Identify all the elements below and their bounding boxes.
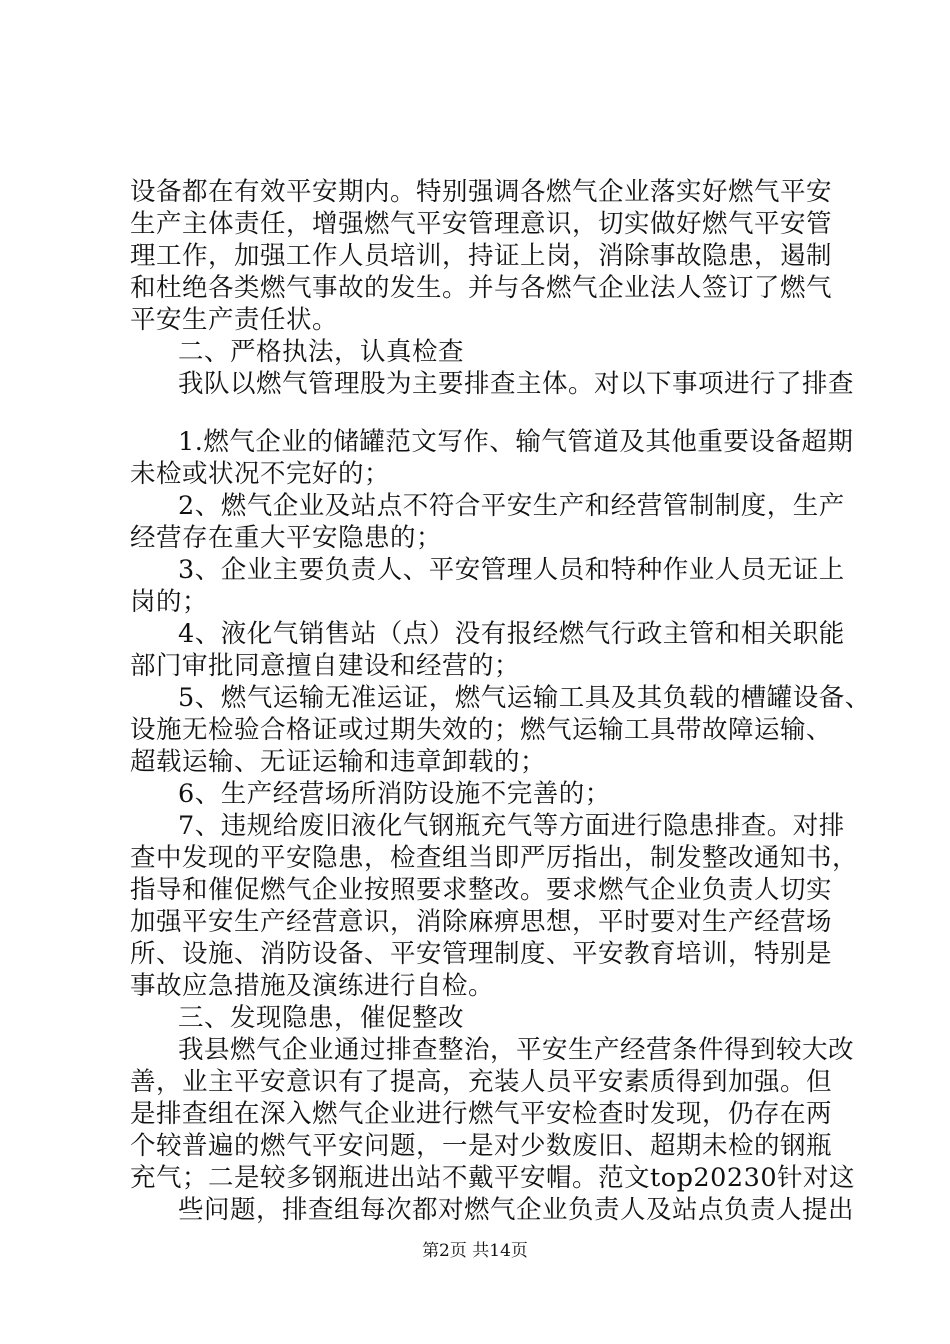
text-line: 善，业主平安意识有了提高，充装人员平安素质得到加强。但 [130,1067,833,1097]
section-heading: 三、发现隐患，催促整改 [178,1003,465,1033]
text-line: 生产主体责任，增强燃气平安管理意识，切实做好燃气平安管 [130,209,833,239]
section-heading: 二、严格执法，认真检查 [178,337,465,367]
text-line: 个较普遍的燃气平安问题，一是对少数废旧、超期未检的钢瓶 [130,1131,833,1161]
text-line: 理工作，加强工作人员培训，持证上岗，消除事故隐患，遏制 [130,241,833,271]
text-line: 充气；二是较多钢瓶进出站不戴平安帽。范文top20230针对这 [130,1163,856,1193]
text-line: 所、设施、消防设备、平安管理制度、平安教育培训，特别是 [130,939,833,969]
text-line: 是排查组在深入燃气企业进行燃气平安检查时发现，仍存在两 [130,1099,833,1129]
list-item: 1.燃气企业的储罐范文写作、输气管道及其他重要设备超期 [178,427,854,457]
text-line: 我县燃气企业通过排查整治，平安生产经营条件得到较大改 [178,1035,855,1065]
text-line: 查中发现的平安隐患，检查组当即严厉指出，制发整改通知书， [130,843,859,873]
list-item: 2、燃气企业及站点不符合平安生产和经营管制制度，生产 [178,491,845,521]
text-line: 平安生产责任状。 [130,305,339,335]
text-line: 经营存在重大平安隐患的； [130,523,443,553]
text-line: 指导和催促燃气企业按照要求整改。要求燃气企业负责人切实 [130,875,833,905]
text-line: 加强平安生产经营意识，消除麻痹思想，平时要对生产经营场 [130,907,833,937]
text-line: 设备都在有效平安期内。特别强调各燃气企业落实好燃气平安 [130,177,833,207]
list-item: 5、燃气运输无准运证，燃气运输工具及其负载的槽罐设备、 [178,683,871,713]
list-item: 4、液化气销售站（点）没有报经燃气行政主管和相关职能 [178,619,845,649]
text-line: 设施无检验合格证或过期失效的；燃气运输工具带故障运输、 [130,715,833,745]
list-item: 7、违规给废旧液化气钢瓶充气等方面进行隐患排查。对排 [178,811,845,841]
text-line: 超载运输、无证运输和违章卸载的； [130,747,547,777]
page-number-footer: 第2页 共14页 [422,1241,528,1261]
text-line: 些问题，排查组每次都对燃气企业负责人及站点负责人提出 [178,1195,855,1225]
list-item: 3、企业主要负责人、平安管理人员和特种作业人员无证上 [178,555,845,585]
text-line: 事故应急措施及演练进行自检。 [130,971,495,1001]
text-line: 未检或状况不完好的； [130,459,391,489]
text-line: 我队以燃气管理股为主要排查主体。对以下事项进行了排查 [178,369,855,399]
text-line: 岗的； [130,587,209,617]
text-line: 和杜绝各类燃气事故的发生。并与各燃气企业法人签订了燃气 [130,273,833,303]
text-line: 部门审批同意擅自建设和经营的； [130,651,521,681]
list-item: 6、生产经营场所消防设施不完善的； [178,779,611,809]
